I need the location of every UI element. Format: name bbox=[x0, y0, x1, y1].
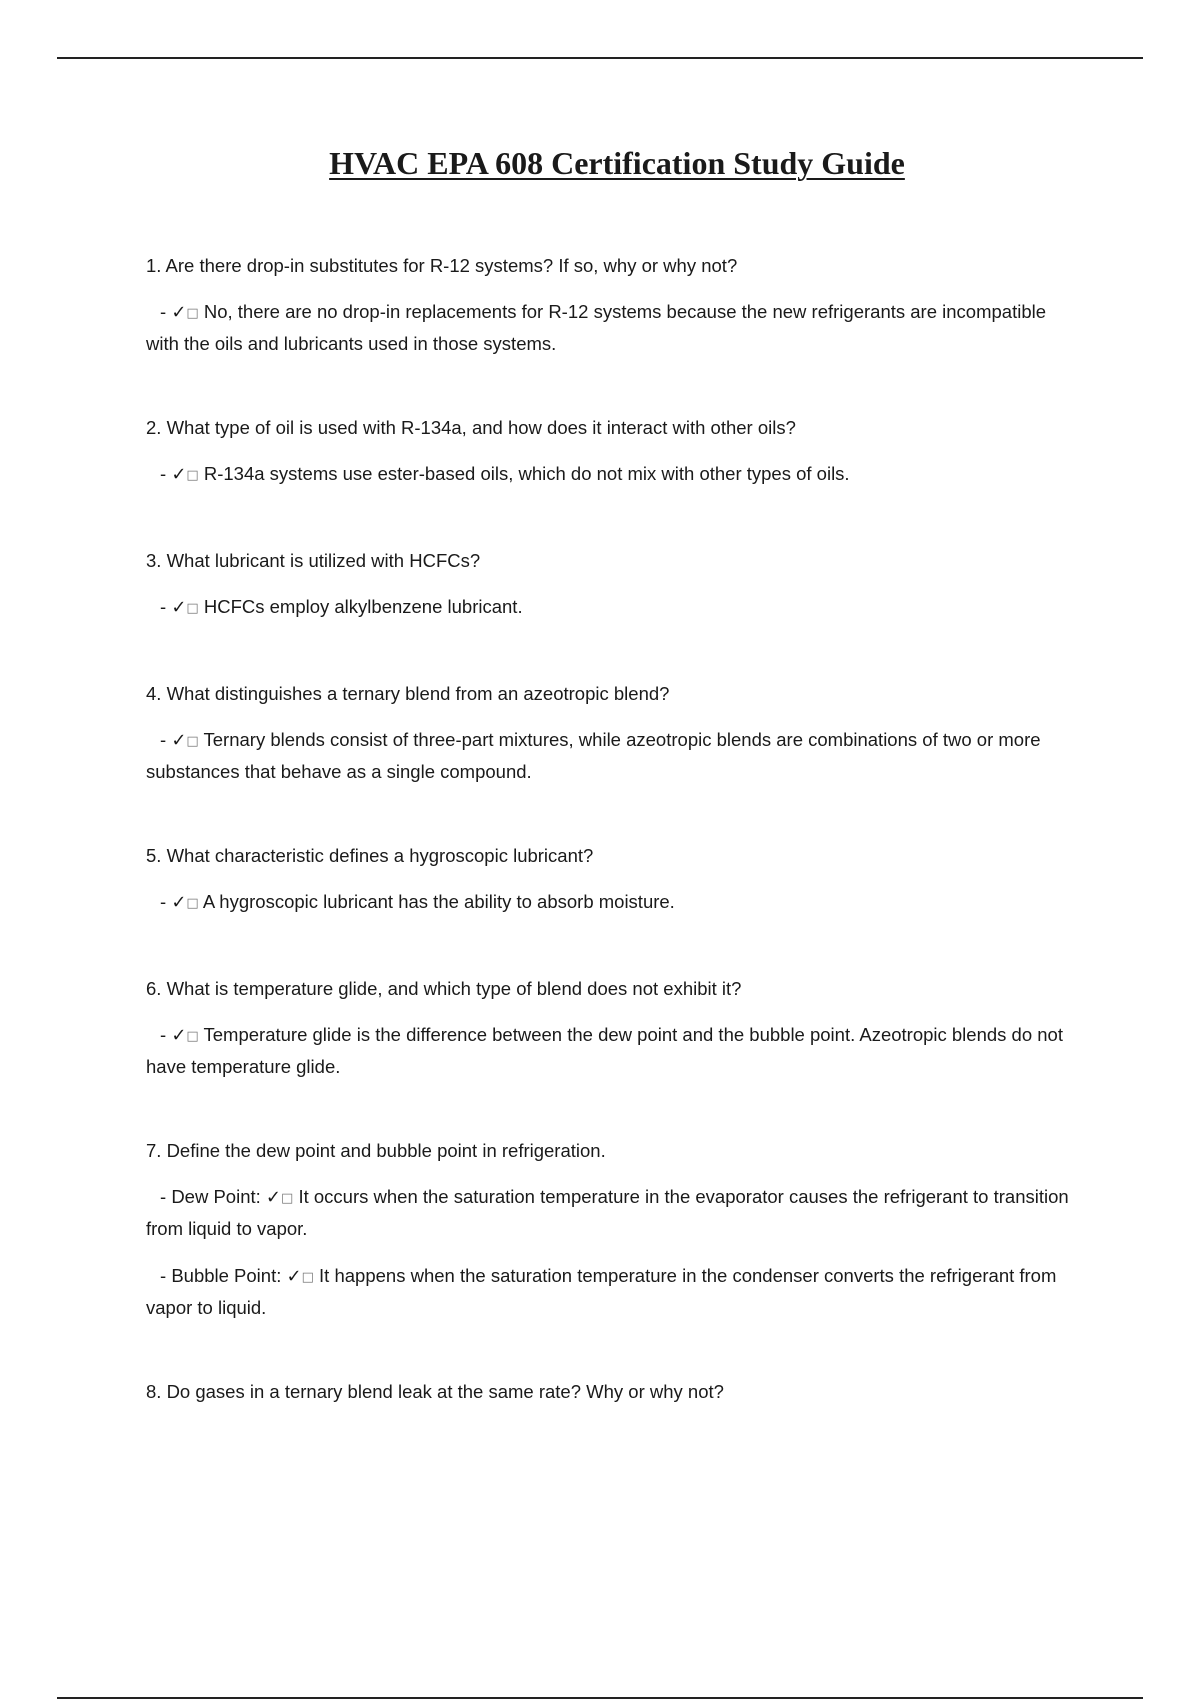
answer-text bbox=[146, 297, 1076, 358]
question-text: 2. What type of oil is used with R-134a, and how does it interact with other oils? bbox=[146, 417, 796, 438]
bullet-dash: - bbox=[160, 891, 167, 912]
answer-bullet bbox=[146, 891, 203, 912]
placeholder-box-icon: □ bbox=[186, 468, 199, 483]
check-mark-icon: ✓ bbox=[171, 597, 187, 618]
placeholder-box-icon: □ bbox=[281, 1191, 294, 1206]
question-text: 1. Are there drop-in substitutes for R-12 systems? If so, why or why not? bbox=[146, 255, 738, 276]
answer-body: HCFCs employ alkylbenzene lubricant. bbox=[203, 596, 523, 617]
bullet-dash: - bbox=[160, 1265, 167, 1286]
check-mark-icon: ✓ bbox=[265, 1187, 282, 1208]
question-text: 3. What lubricant is utilized with HCFCs? bbox=[146, 550, 481, 571]
answer-text bbox=[146, 887, 1076, 919]
qa-item bbox=[146, 681, 1076, 786]
answer-body: No, there are no drop-in replacements for R-12 systems because the new refrigerants are incompatible with the oils and lubricants used in those systems. bbox=[146, 301, 1047, 354]
answer-body: It happens when the saturation temperature in the condenser converts the refrigerant from vapor to liquid. bbox=[146, 1265, 1057, 1318]
qa-item bbox=[146, 1379, 1076, 1405]
page-title bbox=[0, 143, 1200, 183]
answer-text bbox=[146, 1261, 1076, 1322]
answer-bullet bbox=[146, 301, 204, 322]
bullet-dash: - bbox=[160, 596, 167, 617]
qa-item bbox=[146, 843, 1076, 919]
answer-label: Dew Point: bbox=[171, 1186, 261, 1207]
qa-list bbox=[146, 253, 1076, 1462]
qa-item bbox=[146, 415, 1076, 491]
question-text: 5. What characteristic defines a hygroscopic lubricant? bbox=[146, 845, 594, 866]
check-mark-icon: ✓ bbox=[286, 1266, 302, 1287]
answer-bullet bbox=[146, 463, 204, 484]
answer-body: Temperature glide is the difference between the dew point and the bubble point. Azeotropic blends do not have temperature glide. bbox=[146, 1024, 1063, 1077]
qa-item bbox=[146, 253, 1076, 358]
answer-bullet bbox=[146, 1024, 204, 1045]
bullet-dash: - bbox=[160, 729, 167, 750]
qa-item bbox=[146, 976, 1076, 1081]
answer-body: It occurs when the saturation temperature in the evaporator causes the refrigerant to transition from liquid to vapor. bbox=[146, 1186, 1069, 1239]
check-mark-icon: ✓ bbox=[171, 302, 187, 323]
question-text: 6. What is temperature glide, and which type of blend does not exhibit it? bbox=[146, 978, 742, 999]
check-mark-icon: ✓ bbox=[171, 464, 187, 485]
bottom-divider bbox=[57, 1697, 1143, 1699]
question-text: 8. Do gases in a ternary blend leak at the same rate? Why or why not? bbox=[146, 1381, 724, 1402]
placeholder-box-icon: □ bbox=[186, 734, 199, 749]
bullet-dash: - bbox=[160, 463, 167, 484]
qa-item bbox=[146, 1138, 1076, 1322]
placeholder-box-icon: □ bbox=[186, 601, 199, 616]
placeholder-box-icon: □ bbox=[186, 1029, 199, 1044]
answer-bullet bbox=[146, 1186, 298, 1207]
placeholder-box-icon: □ bbox=[186, 896, 199, 911]
question-text: 7. Define the dew point and bubble point in refrigeration. bbox=[146, 1140, 606, 1161]
answer-body: R-134a systems use ester-based oils, which do not mix with other types of oils. bbox=[203, 463, 850, 484]
answer-text bbox=[146, 1182, 1076, 1243]
bullet-dash: - bbox=[160, 301, 167, 322]
placeholder-box-icon: □ bbox=[301, 1270, 314, 1285]
placeholder-box-icon: □ bbox=[186, 306, 199, 321]
question-text: 4. What distinguishes a ternary blend from an azeotropic blend? bbox=[146, 683, 670, 704]
check-mark-icon: ✓ bbox=[171, 730, 187, 751]
top-divider bbox=[57, 57, 1143, 59]
qa-item bbox=[146, 548, 1076, 624]
answer-bullet bbox=[146, 596, 204, 617]
page-title-text: HVAC EPA 608 Certification Study Guide bbox=[329, 145, 905, 181]
answer-body: Ternary blends consist of three-part mixtures, while azeotropic blends are combinations of two or more substances that behave as a single compound. bbox=[146, 729, 1041, 782]
answer-text bbox=[146, 592, 1076, 624]
answer-bullet bbox=[146, 1265, 319, 1286]
answer-text bbox=[146, 459, 1076, 491]
answer-label: Bubble Point: bbox=[171, 1265, 282, 1286]
check-mark-icon: ✓ bbox=[171, 892, 187, 913]
answer-text bbox=[146, 1020, 1076, 1081]
answer-body: A hygroscopic lubricant has the ability to absorb moisture. bbox=[202, 891, 675, 912]
answer-bullet bbox=[146, 729, 204, 750]
check-mark-icon: ✓ bbox=[171, 1025, 187, 1046]
answer-text bbox=[146, 725, 1076, 786]
bullet-dash: - bbox=[160, 1186, 167, 1207]
bullet-dash: - bbox=[160, 1024, 167, 1045]
